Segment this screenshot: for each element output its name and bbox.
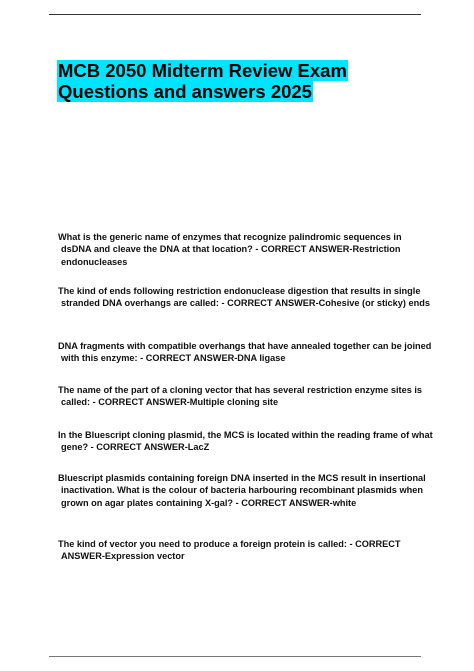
qa-item-1: What is the generic name of enzymes that recognize palindromic sequences in dsDNA and cleave the DNA at that location? - CORRECT ANSWER-Restriction endonucleases	[58, 232, 402, 267]
document-title	[57, 60, 348, 102]
title-line-1: MCB 2050 Midterm Review Exam	[58, 60, 347, 81]
top-divider	[49, 14, 421, 15]
qa-item-4: The name of the part of a cloning vector that has several restriction enzyme sites is called: - CORRECT ANSWER-Multiple cloning site	[58, 385, 423, 408]
qa-item-7: The kind of vector you need to produce a foreign protein is called: - CORRECT ANSWER-Expression vector	[58, 539, 401, 562]
title-line-2: Questions and answers 2025	[58, 81, 312, 102]
qa-item-2: The kind of ends following restriction endonuclease digestion that results in single stranded DNA overhangs are called: - CORRECT ANSWER-Cohesive (or sticky) ends	[58, 286, 430, 309]
qa-item-6: Bluescript plasmids containing foreign DNA inserted in the MCS result in insertional inactivation. What is the colour of bacteria harbouring recombinant plasmids when grown on agar plates containing X-gal? - CORRECT ANSWER-white	[58, 473, 426, 508]
qa-item-5: In the Bluescript cloning plasmid, the MCS is located within the reading frame of what gene? - CORRECT ANSWER-LacZ	[58, 430, 433, 453]
qa-item-3: DNA fragments with compatible overhangs that have annealed together can be joined with this enzyme: - CORRECT ANSWER-DNA ligase	[58, 341, 432, 364]
bottom-divider	[49, 656, 421, 657]
